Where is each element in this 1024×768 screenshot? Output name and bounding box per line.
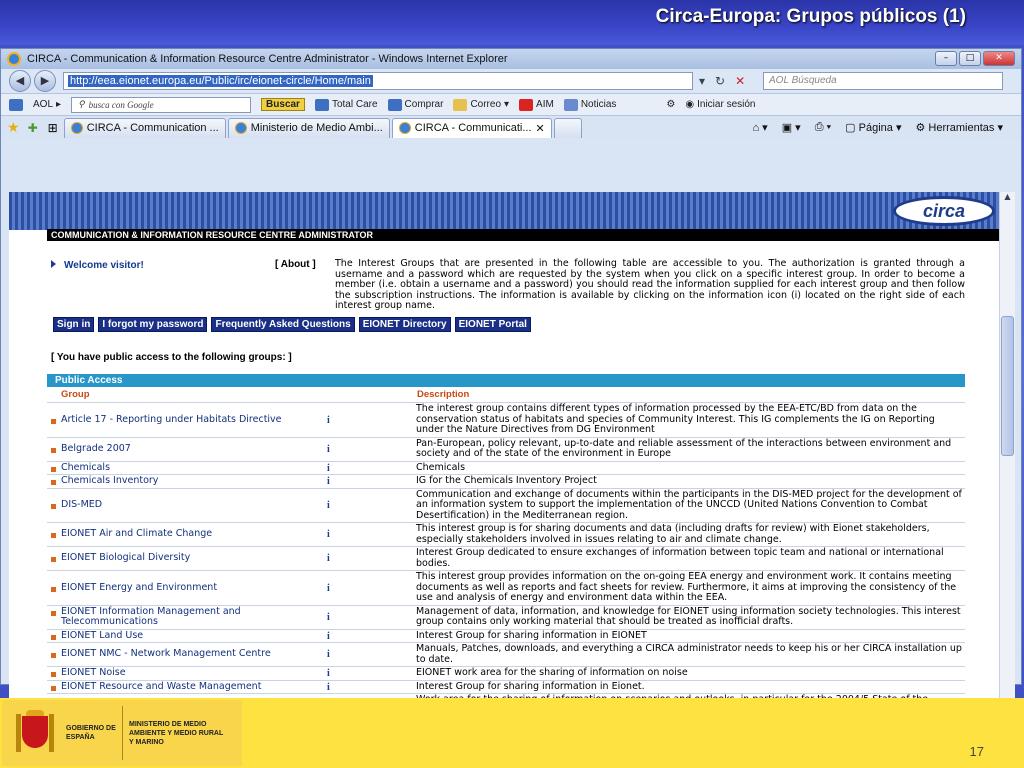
group-description: EIONET work area for the sharing of information on noise <box>416 667 688 678</box>
table-row <box>47 437 965 461</box>
group-description: Manuals, Patches, downloads, and everything a CIRCA administrator needs to keep his or her CIRCA installation up to date. <box>416 643 962 665</box>
info-icon[interactable]: i <box>327 529 330 540</box>
home-icon[interactable]: ⌂ ▾ <box>752 122 768 134</box>
group-description: Interest Group for sharing information in Eionet. <box>416 680 645 692</box>
address-bar <box>1 69 1021 93</box>
scroll-up-icon[interactable]: ▲ <box>1004 192 1011 201</box>
web-page <box>9 192 999 709</box>
add-favorite-icon[interactable]: ✚ <box>27 120 38 135</box>
page-header: COMMUNICATION & INFORMATION RESOURCE CENTRE ADMINISTRATOR <box>47 229 999 241</box>
info-icon[interactable]: i <box>327 668 330 679</box>
dropdown-icon[interactable]: ▾ <box>699 74 706 88</box>
coat-of-arms-icon <box>14 710 56 756</box>
info-icon[interactable]: i <box>327 630 330 642</box>
group-description: This interest group is for sharing documents and data (including drafts for review) with Eionet stakeholders, especially stakeholders involved in issues relating to air and climate change. <box>416 523 930 545</box>
maximize-button[interactable]: □ <box>959 51 981 66</box>
group-link[interactable]: Belgrade 2007 <box>51 444 326 455</box>
table-row <box>47 666 965 680</box>
info-icon[interactable]: i <box>327 553 330 564</box>
url-input[interactable]: http://eea.eionet.europa.eu/Public/irc/eionet-circle/Home/main <box>63 72 693 90</box>
close-button[interactable]: ✕ <box>983 51 1015 66</box>
access-text: [ You have public access to the following groups: ] <box>51 352 292 363</box>
group-description: This interest group provides information on the on-going EEA energy and environment work. It contains meeting documents as well as reports and fact sheets for review. Furthermore, it aims at improving the consistency of the use and analysis of energy and environment data within the EEA. <box>416 571 957 603</box>
table-row <box>47 461 965 475</box>
info-icon[interactable]: i <box>327 582 330 594</box>
stop-icon[interactable]: ✕ <box>735 74 746 88</box>
group-link[interactable]: Chemicals Inventory <box>51 476 326 487</box>
info-icon[interactable]: i <box>327 462 330 474</box>
group-description: Communication and exchange of documents within the participants in the DIS-MED project for the development of an information system to support the implementation of the UNCCD (United Nations Convention to Combat Desertification) in the Mediterranean region. <box>416 488 962 521</box>
forgot-password-button[interactable]: I forgot my password <box>98 317 207 332</box>
print-icon[interactable]: ⎙ ▾ <box>814 121 832 133</box>
col-group: Group <box>61 389 90 400</box>
circa-logo[interactable]: circa <box>893 196 995 226</box>
aim-button[interactable]: AIM <box>519 99 554 111</box>
faq-button[interactable]: Frequently Asked Questions <box>211 317 354 332</box>
tab-ministerio[interactable]: Ministerio de Medio Ambi... <box>228 118 390 138</box>
group-link[interactable]: EIONET Information Management and Telecommunications <box>51 607 326 628</box>
group-link[interactable]: EIONET Air and Climate Change <box>51 529 326 540</box>
quick-tabs-icon[interactable]: ⊞ <box>47 120 58 135</box>
tab-circa-2[interactable]: CIRCA - Communicati... ✕ <box>392 118 552 138</box>
sign-in-button[interactable]: Sign in <box>53 317 94 332</box>
back-icon[interactable]: ◀ <box>9 70 31 92</box>
table-header <box>47 389 965 401</box>
iniciar-sesion-button[interactable]: ◉ Iniciar sesión <box>685 99 756 110</box>
group-description: Interest Group for sharing information in EIONET <box>416 629 647 641</box>
window-titlebar[interactable] <box>1 49 1021 69</box>
table-row <box>47 642 965 666</box>
aol-search-input[interactable]: AOL Búsqueda <box>763 72 1003 90</box>
group-description: Management of data, information, and knowledge for EIONET using information society technologies. This interest group contains only working material that should be treated as inofficial drafts. <box>416 605 961 627</box>
slide-title: Circa-Europa: Grupos públicos (1) <box>655 6 966 27</box>
page-number: 17 <box>969 744 984 759</box>
group-link[interactable]: Article 17 - Reporting under Habitats Directive <box>51 415 326 426</box>
group-link[interactable]: Chemicals <box>51 463 326 474</box>
table-row <box>47 522 965 546</box>
group-link[interactable]: EIONET Biological Diversity <box>51 553 326 564</box>
aol-button[interactable]: AOL ▸ <box>33 99 62 110</box>
group-link[interactable]: EIONET Noise <box>51 668 326 679</box>
window-title: CIRCA - Communication & Information Resource Centre Administrator - Windows Internet Explorer <box>27 53 508 65</box>
comprar-button[interactable]: Comprar <box>388 99 444 111</box>
group-description: IG for the Chemicals Inventory Project <box>416 475 597 486</box>
tab-bar <box>1 115 1021 139</box>
logo-ministerio-text: MINISTERIO DE MEDIO AMBIENTE Y MEDIO RURAL Y MARINO <box>129 720 224 746</box>
herramientas-menu[interactable]: ⚙ Herramientas ▾ <box>915 122 1003 134</box>
aol-toolbar <box>1 93 1021 115</box>
about-link[interactable]: [ About ] <box>275 259 316 270</box>
ie-icon <box>7 52 21 66</box>
group-link[interactable]: DIS-MED <box>51 500 326 511</box>
public-access-header: Public Access <box>47 374 965 387</box>
info-icon[interactable]: i <box>327 414 330 426</box>
pagina-menu[interactable]: ▢ Página ▾ <box>845 122 902 134</box>
hp-icon[interactable] <box>9 99 23 111</box>
group-link[interactable]: EIONET Land Use <box>51 631 326 642</box>
info-icon[interactable]: i <box>327 476 330 487</box>
group-description: Pan-European, policy relevant, up-to-date and reliable assessment of the interactions between environment and society and of the state of the environment in Europe <box>416 437 952 459</box>
new-tab[interactable] <box>554 118 582 138</box>
gear-icon[interactable]: ⚙ <box>666 99 676 110</box>
group-description: Interest Group dedicated to ensure exchanges of information between topic team and national or international bodies. <box>416 547 944 569</box>
info-icon[interactable]: i <box>327 443 330 455</box>
col-description: Description <box>417 389 470 400</box>
feeds-icon[interactable]: ▣ ▾ <box>781 122 801 134</box>
favorites-icon[interactable]: ★ <box>7 119 20 136</box>
table-row <box>47 402 965 437</box>
gobierno-logo <box>2 700 242 766</box>
eionet-portal-button[interactable]: EIONET Portal <box>455 317 531 332</box>
minimize-button[interactable]: – <box>935 51 957 66</box>
circa-banner <box>9 192 999 230</box>
info-icon[interactable]: i <box>327 611 330 623</box>
group-description: The interest group contains different types of information processed by the EEA-ETC/BD from data on the conservation status of habitats and species of Community Interest. This IG complements the IG on Reporting under the Nature Directives from DG Environment <box>416 403 935 435</box>
info-icon[interactable]: i <box>327 681 330 693</box>
table-row <box>47 629 965 643</box>
table-row <box>47 546 965 570</box>
slide-header <box>0 0 1024 45</box>
table-row <box>47 570 965 605</box>
table-row <box>47 605 965 629</box>
refresh-icon[interactable]: ↻ <box>715 74 726 88</box>
logo-gobierno-text: GOBIERNO DE ESPAÑA <box>66 725 116 741</box>
tab-circa-1[interactable]: CIRCA - Communication ... <box>64 118 226 138</box>
noticias-button[interactable]: Noticias <box>564 99 617 111</box>
browser-window <box>0 48 1022 693</box>
info-icon[interactable]: i <box>327 500 330 511</box>
total-care-button[interactable]: Total Care <box>315 99 378 111</box>
intro-text: The Interest Groups that are presented in the following table are accessible to you. The authorization is granted through a username and a password which are requested by the system when you click on a specific interest group. In order to become a member (i.e. obtain a username and a password) you should read the information supplied for each interest group and then follow the subscription instructions. The information is available by clicking on the information icon (i) located on the right side of each interest group name. <box>335 258 965 311</box>
groups-table <box>47 402 965 717</box>
eionet-directory-button[interactable]: EIONET Directory <box>359 317 451 332</box>
close-tab-icon[interactable]: ✕ <box>535 122 545 135</box>
info-icon[interactable]: i <box>327 649 330 660</box>
search-icon: ⚲ <box>78 99 85 109</box>
table-row <box>47 488 965 523</box>
forward-icon[interactable]: ▶ <box>34 70 56 92</box>
correo-button[interactable]: Correo ▾ <box>453 99 509 111</box>
group-description: Chemicals <box>416 461 466 473</box>
scrollbar[interactable] <box>999 192 1015 709</box>
welcome-text: Welcome visitor! <box>51 260 144 271</box>
google-search-input[interactable]: ⚲ busca con Google <box>71 97 251 113</box>
buscar-button[interactable]: Buscar <box>261 98 305 111</box>
scroll-thumb[interactable] <box>1001 316 1014 456</box>
group-link[interactable]: EIONET Resource and Waste Management <box>51 682 326 693</box>
group-link[interactable]: EIONET Energy and Environment <box>51 583 326 594</box>
group-link[interactable]: EIONET NMC - Network Management Centre <box>51 649 326 660</box>
table-row <box>47 474 965 488</box>
table-row <box>47 680 965 694</box>
